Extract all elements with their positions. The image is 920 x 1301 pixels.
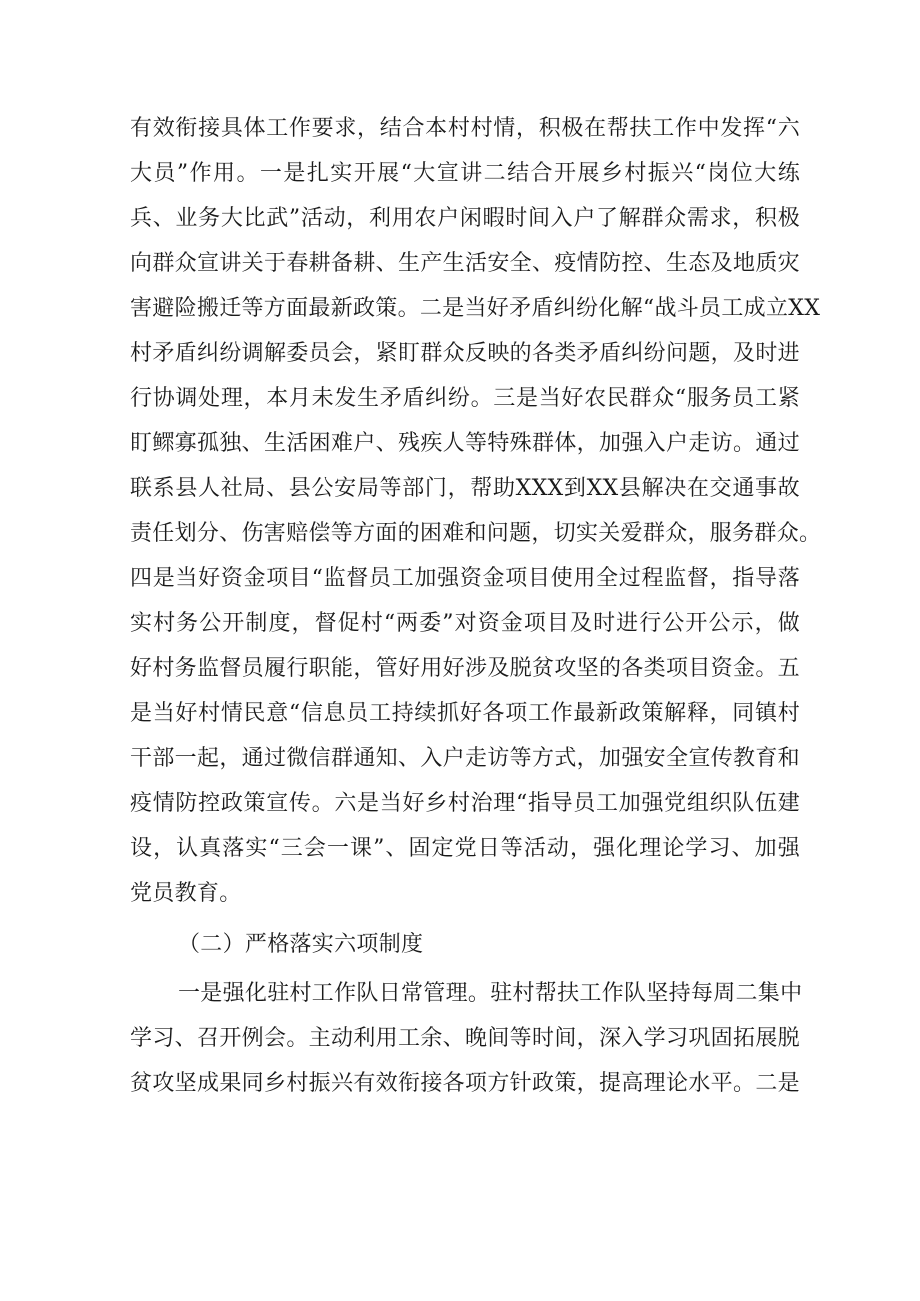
paragraph-line: 学习、召开例会。主动利用工余、晚间等时间，深入学习巩固拓展脱 [130,1026,800,1051]
paragraph-line: 兵、业务大比武”活动，利用农户闲暇时间入户了解群众需求，积极 [130,206,800,231]
paragraph-line: 村矛盾纠纷调解委员会，紧盯群众反映的各类矛盾纠纷问题，及时进 [130,341,800,366]
paragraph-line: 好村务监督员履行职能，管好用好涉及脱贫攻坚的各类项目资金。五 [130,656,800,681]
paragraph-line: 实村务公开制度，督促村“两委”对资金项目及时进行公开公示，做 [130,611,800,636]
paragraph-line: 联系县人社局、县公安局等部门，帮助XXX到XX县解决在交通事故 [130,476,800,501]
section-heading: （二）严格落实六项制度 [178,932,424,957]
paragraph-line: 责任划分、伤害赔偿等方面的困难和问题，切实关爱群众，服务群众。 [130,521,822,546]
paragraph-line: 党员教育。 [130,881,242,906]
paragraph-line: 大员”作用。一是扎实开展“大宣讲二结合开展乡村振兴“岗位大练 [130,161,800,186]
paragraph-line: 行协调处理，本月未发生矛盾纠纷。三是当好农民群众“服务员工紧 [130,386,800,411]
paragraph-line: 向群众宣讲关于春耕备耕、生产生活安全、疫情防控、生态及地质灾 [130,251,800,276]
paragraph-line: 干部一起，通过微信群通知、入户走访等方式，加强安全宣传教育和 [130,746,800,771]
paragraph-line: 盯鳏寡孤独、生活困难户、残疾人等特殊群体，加强入户走访。通过 [130,431,800,456]
paragraph-line: 四是当好资金项目“监督员工加强资金项目使用全过程监督，指导落 [130,566,800,591]
paragraph-line: 疫情防控政策宣传。六是当好乡村治理“指导员工加强党组织队伍建 [130,791,800,816]
paragraph-line: 贫攻坚成果同乡村振兴有效衔接各项方针政策，提高理论水平。二是 [130,1071,800,1096]
paragraph-line: 有效衔接具体工作要求，结合本村村情，积极在帮扶工作中发挥“六 [130,116,800,141]
paragraph-line: 一是强化驻村工作队日常管理。驻村帮扶工作队坚持每周二集中 [178,981,803,1006]
paragraph-line: 设，认真落实“三会一课”、固定党日等活动，强化理论学习、加强 [130,836,800,861]
paragraph-line: 害避险搬迁等方面最新政策。二是当好矛盾纠纷化解“战斗员工成立XX [130,296,821,321]
paragraph-line: 是当好村情民意“信息员工持续抓好各项工作最新政策解释，同镇村 [130,701,800,726]
